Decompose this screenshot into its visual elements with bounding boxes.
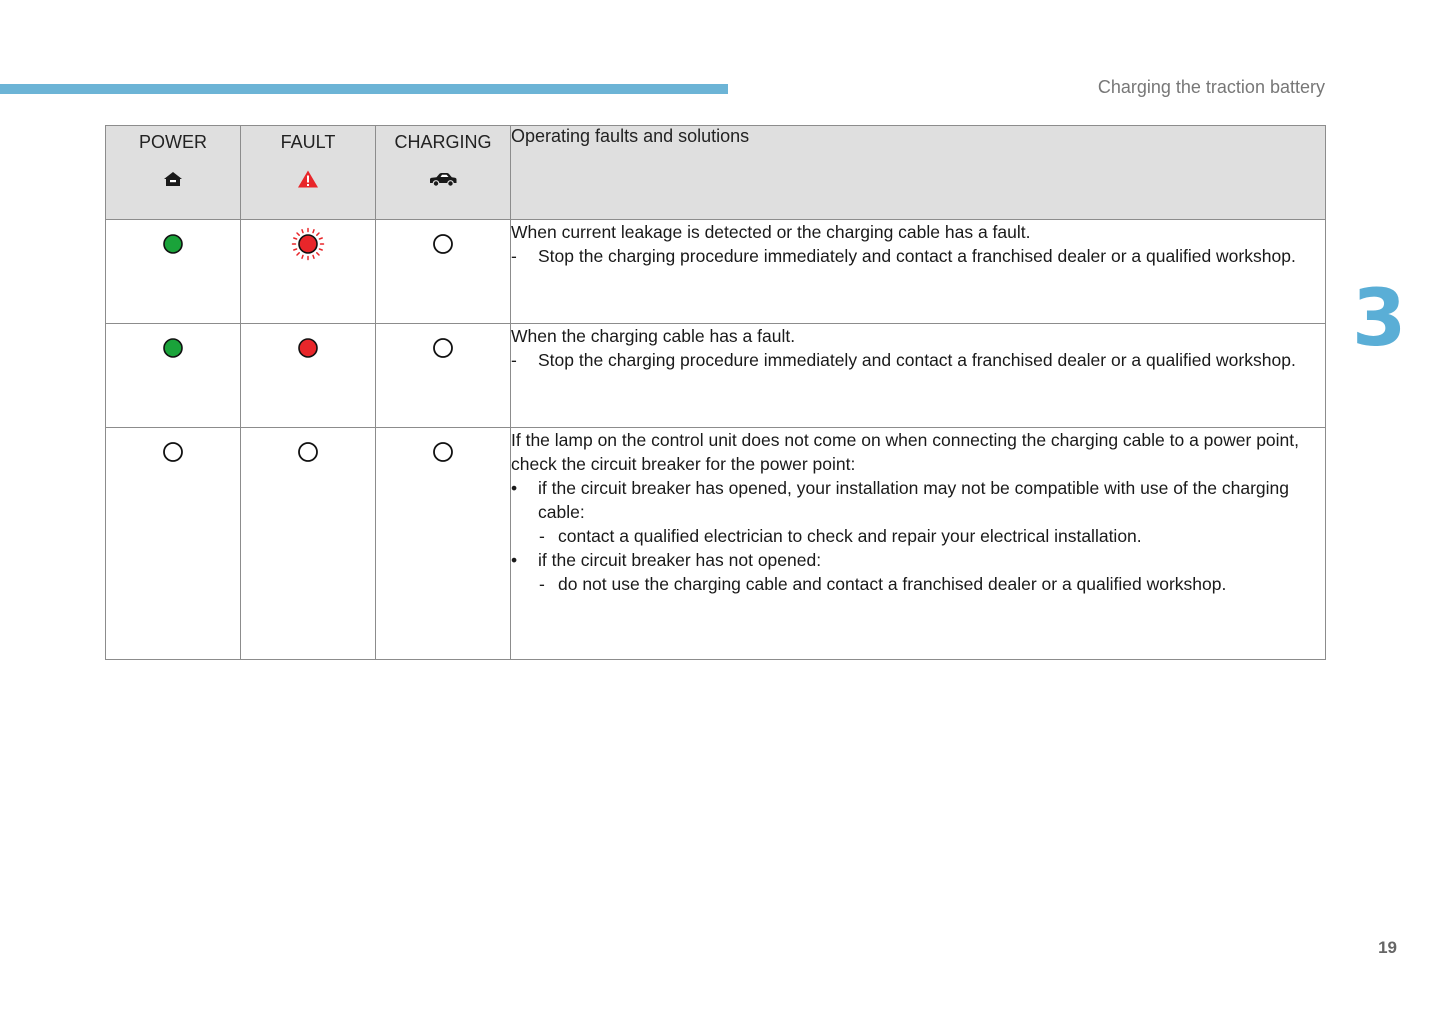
section-title: Charging the traction battery: [1097, 77, 1325, 97]
description-cell: [511, 220, 1326, 324]
house-icon: [161, 169, 185, 189]
chapter-number: 3: [1352, 274, 1407, 364]
off-lamp-icon: [432, 337, 454, 359]
sub-step-item: - contact a qualified electrician to check and repair your electrical installation.: [539, 526, 1142, 546]
fault-lamp-cell: [241, 220, 376, 324]
power-lamp-cell: [106, 220, 241, 324]
off-lamp-icon: [432, 233, 454, 255]
condition-text: When the charging cable has a fault.: [511, 326, 796, 346]
column-label: CHARGING: [394, 132, 492, 152]
charging-lamp-cell: [376, 428, 511, 660]
red-flashing-lamp-icon: [291, 227, 325, 261]
fault-lamp-cell: [241, 324, 376, 428]
table-row: [106, 324, 1326, 428]
step-item: - Stop the charging procedure immediately and contact a franchised dealer or a qualified workshop.: [511, 350, 1296, 370]
description-cell: [511, 428, 1326, 660]
off-lamp-icon: [297, 441, 319, 463]
column-header-power: [106, 126, 241, 220]
power-lamp-cell: [106, 324, 241, 428]
car-icon: [428, 169, 458, 189]
green-lamp-icon: [162, 337, 184, 359]
warning-triangle-icon: [296, 169, 320, 189]
step-item: - Stop the charging procedure immediately and contact a franchised dealer or a qualified workshop.: [511, 246, 1296, 266]
column-header-charging: [376, 126, 511, 220]
red-lamp-icon: [297, 337, 319, 359]
column-label: FAULT: [280, 132, 336, 152]
condition-text: When current leakage is detected or the charging cable has a fault.: [511, 222, 1031, 242]
charging-lamp-cell: [376, 220, 511, 324]
column-header-fault: [241, 126, 376, 220]
bullet-item: • if the circuit breaker has not opened:: [511, 550, 822, 570]
power-lamp-cell: [106, 428, 241, 660]
page-number: 19: [1378, 938, 1397, 957]
column-header-description: Operating faults and solutions: [511, 126, 1326, 220]
condition-text: If the lamp on the control unit does not come on when connecting the charging cable to a power point, check the circuit breaker for the power point:: [511, 430, 1300, 474]
table-row: [106, 220, 1326, 324]
sub-step-item: - do not use the charging cable and contact a franchised dealer or a qualified workshop.: [539, 574, 1227, 594]
header-accent-bar: [0, 84, 728, 94]
green-lamp-icon: [162, 233, 184, 255]
fault-lamp-cell: [241, 428, 376, 660]
off-lamp-icon: [162, 441, 184, 463]
bullet-item: • if the circuit breaker has opened, your installation may not be compatible with use of the charging cable:: [511, 478, 1289, 522]
fault-table: [105, 125, 1326, 660]
description-cell: [511, 324, 1326, 428]
charging-lamp-cell: [376, 324, 511, 428]
column-label: POWER: [138, 132, 207, 152]
off-lamp-icon: [432, 441, 454, 463]
table-header-row: [106, 126, 1326, 220]
table-row: [106, 428, 1326, 660]
